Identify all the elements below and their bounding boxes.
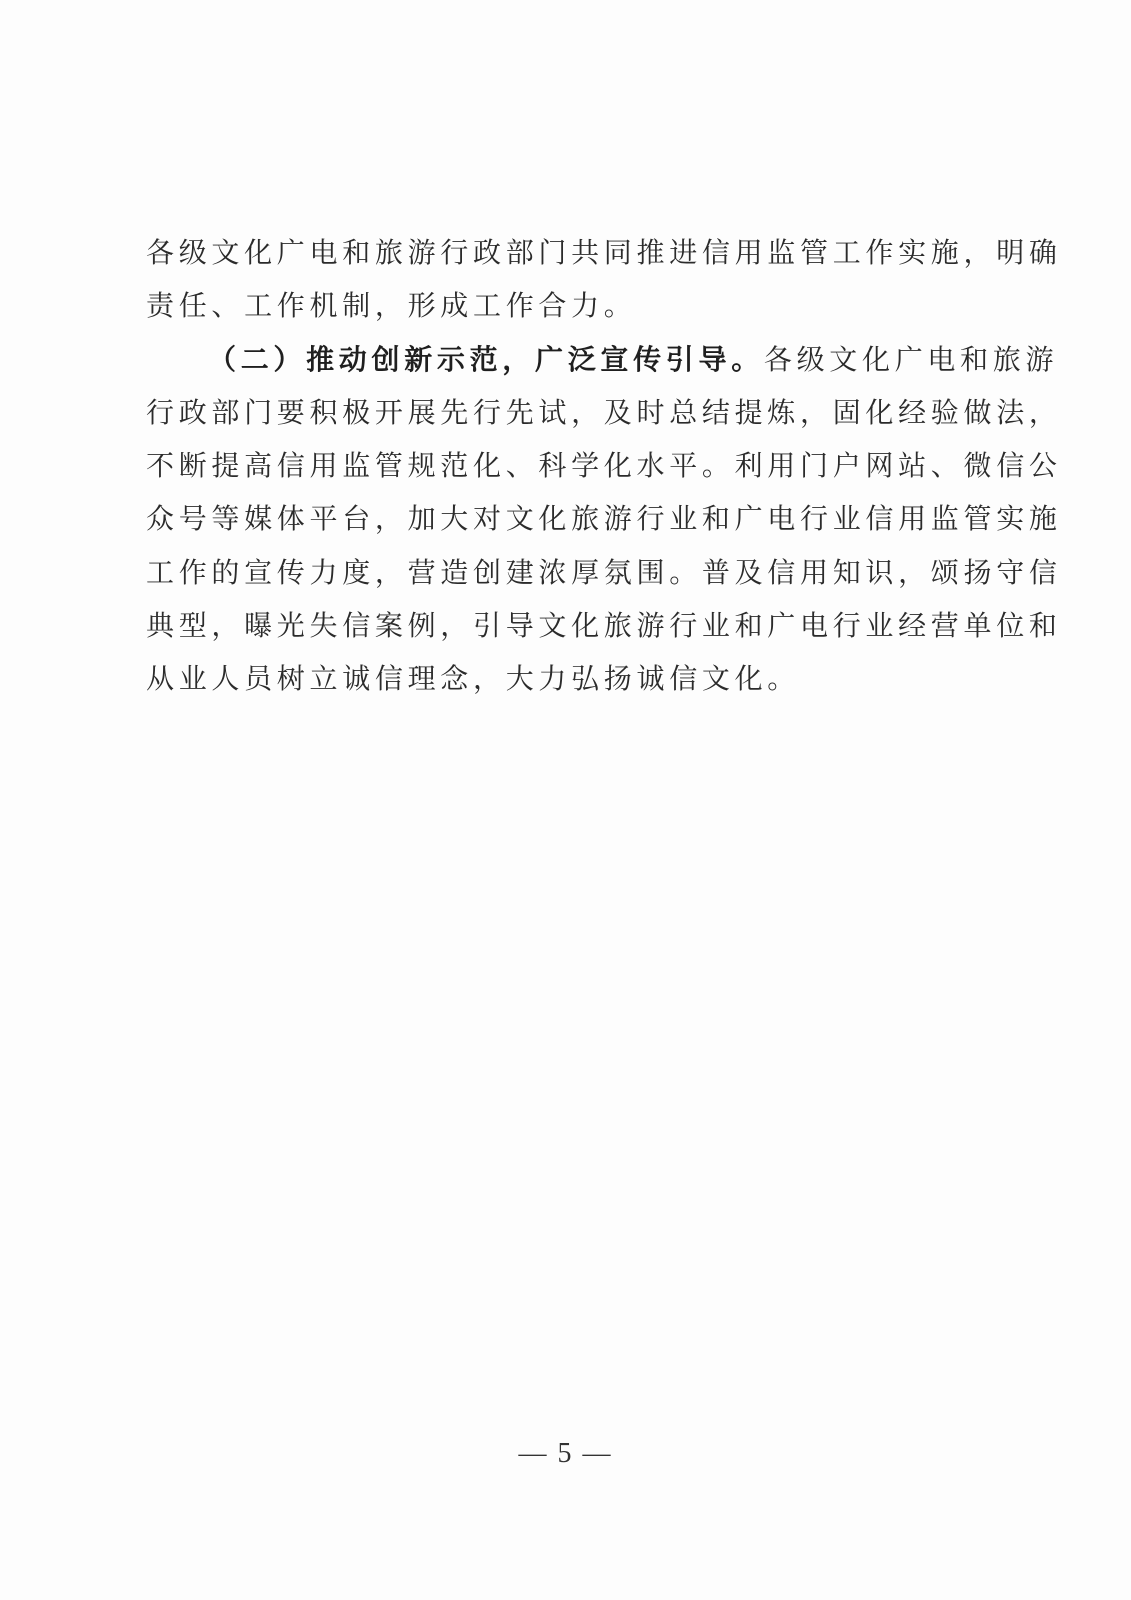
paragraph-line: 不断提高信用监管规范化、科学化水平。利用门户网站、微信公 [146, 449, 1062, 483]
paragraph-line: 各级文化广电和旅游行政部门共同推进信用监管工作实施，明确 [146, 236, 1062, 269]
paragraph-line: 责任、工作机制，形成工作合力。 [146, 289, 637, 323]
paragraph-line: 工作的宣传力度，营造创建浓厚氛围。普及信用知识，颂扬守信 [146, 555, 1062, 589]
paragraph-line: 众号等媒体平台，加大对文化旅游行业和广电行业信用监管实施 [146, 502, 1062, 536]
paragraph-line: 从业人员树立诚信理念，大力弘扬诚信文化。 [146, 662, 801, 696]
paragraph-line: 各级文化广电和旅游 [763, 342, 1059, 376]
paragraph-line: 行政部门要积极开展先行先试，及时总结提炼，固化经验做法， [146, 395, 1062, 429]
body-text [146, 226, 1062, 706]
page-number: — 5 — [518, 1438, 613, 1469]
section-heading: （二）推动创新示范，广泛宣传引导。 [208, 342, 764, 376]
paragraph-line: 典型，曝光失信案例，引导文化旅游行业和广电行业经营单位和 [146, 609, 1062, 643]
section-first-line [146, 333, 1059, 386]
